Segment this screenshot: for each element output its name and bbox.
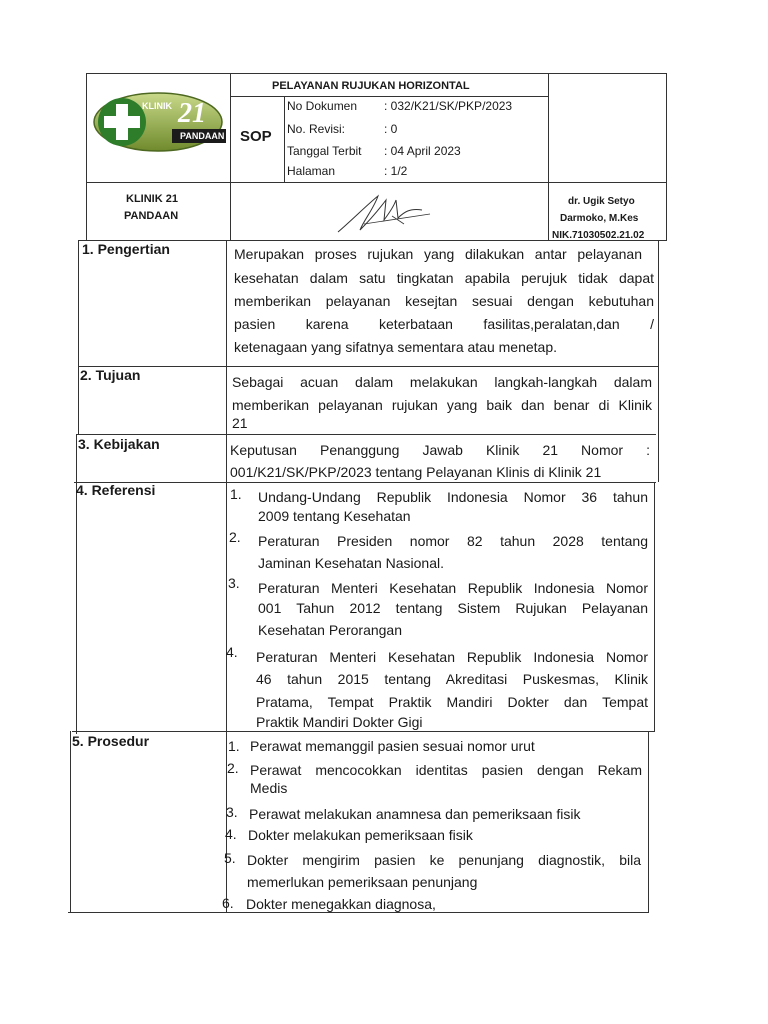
pengertian-line: kesehatan dalam satu tingkatan apabila perujuk tidak dapat	[234, 270, 654, 286]
pengertian-line: memberikan pelayanan kesejtan sesuai dengan kebutuhan	[234, 293, 654, 309]
signer-name-continued: Darmoko, M.Kes	[560, 213, 639, 224]
list-item-line: Peraturan Presiden nomor 82 tahun 2028 tentang	[258, 533, 648, 549]
list-item-line: Dokter menegakkan diagnosa,	[246, 896, 436, 912]
list-number: 2.	[229, 529, 241, 545]
signer-name: dr. Ugik Setyo	[568, 196, 635, 207]
tujuan-line: Sebagai acuan dalam melakukan langkah-langkah dalam	[232, 374, 652, 390]
list-number: 2.	[227, 760, 239, 776]
clinic-logo	[92, 92, 226, 154]
pengertian-line: pasien karena keterbataan fasilitas,peralatan,dan /	[234, 316, 654, 332]
signature-image	[334, 190, 436, 238]
list-number: 4.	[226, 644, 238, 660]
field-label: No Dokumen	[287, 99, 358, 113]
clinic-name-line2: PANDAAN	[124, 210, 179, 222]
document-title: PELAYANAN RUJUKAN HORIZONTAL	[272, 80, 470, 92]
list-number: 6.	[222, 895, 234, 911]
pengertian-line: ketenagaan yang sifatnya sementara atau menetap.	[234, 339, 557, 355]
field-value: : 032/K21/SK/PKP/2023	[384, 99, 513, 113]
list-number: 3.	[226, 804, 238, 820]
kebijakan-line: Keputusan Penanggung Jawab Klinik 21 Nomor :	[230, 442, 650, 458]
list-item-line: Jaminan Kesehatan Nasional.	[258, 555, 445, 571]
logo-number: 21	[178, 98, 206, 129]
list-number: 3.	[228, 575, 240, 591]
tujuan-line: 21	[232, 415, 248, 431]
list-item-line: 001 Tahun 2012 tentang Sistem Rujukan Pelayanan	[258, 600, 648, 616]
field-label: No. Revisi:	[287, 122, 346, 136]
list-item-line: 2009 tentang Kesehatan	[258, 508, 411, 524]
list-item-line: Peraturan Menteri Kesehatan Republik Indonesia Nomor	[256, 649, 648, 665]
list-item-line: Perawat memanggil pasien sesuai nomor urut	[250, 738, 535, 754]
section-label-pengertian: 1. Pengertian	[82, 241, 170, 257]
kebijakan-line: 001/K21/SK/PKP/2023 tentang Pelayanan Klinis di Klinik 21	[230, 464, 602, 480]
logo-brand-top: KLINIK	[142, 101, 172, 111]
list-item-line: Perawat mencocokkan identitas pasien dengan Rekam	[250, 762, 642, 778]
list-number: 1.	[230, 486, 242, 502]
list-item-line: Kesehatan Perorangan	[258, 622, 402, 638]
list-number: 1.	[228, 738, 240, 754]
medical-cross-icon	[96, 96, 148, 148]
clinic-name-line1: KLINIK 21	[126, 193, 178, 205]
pengertian-line: Merupakan proses rujukan yang dilakukan antar pelayanan	[234, 246, 642, 262]
list-item-line: Pratama, Tempat Praktik Mandiri Dokter dan Tempat	[256, 694, 648, 710]
sop-label: SOP	[240, 128, 272, 145]
list-number: 5.	[224, 850, 236, 866]
field-label: Tanggal Terbit	[287, 144, 362, 158]
list-item-line: Peraturan Menteri Kesehatan Republik Indonesia Nomor	[258, 580, 648, 596]
signer-nik: NIK.71030502.21.02	[552, 230, 645, 241]
list-item-line: memerlukan pemeriksaan penunjang	[247, 874, 478, 890]
logo-brand-bottom: PANDAAN	[180, 131, 225, 141]
section-label-referensi: 4. Referensi	[76, 482, 156, 498]
tujuan-line: memberikan pelayanan rujukan yang baik dan benar di Klinik	[232, 397, 652, 413]
section-label-prosedur: 5. Prosedur	[72, 733, 150, 749]
field-value: : 0	[384, 122, 398, 136]
list-number: 4.	[225, 826, 237, 842]
list-item-line: Dokter melakukan pemeriksaan fisik	[248, 827, 473, 843]
list-item-line: Perawat melakukan anamnesa dan pemeriksaan fisik	[249, 806, 581, 822]
field-value: : 1/2	[384, 164, 408, 178]
field-label: Halaman	[287, 164, 336, 178]
list-item-line: Praktik Mandiri Dokter Gigi	[256, 714, 423, 730]
field-value: : 04 April 2023	[384, 144, 461, 158]
list-item-line: 46 tahun 2015 tentang Akreditasi Puskesmas, Klinik	[256, 671, 648, 687]
list-item-line: Dokter mengirim pasien ke penunjang diagnostik, bila	[247, 852, 641, 868]
section-label-kebijakan: 3. Kebijakan	[78, 436, 160, 452]
list-item-line: Undang-Undang Republik Indonesia Nomor 36 tahun	[258, 489, 648, 505]
list-item-line: Medis	[250, 780, 288, 796]
section-label-tujuan: 2. Tujuan	[80, 367, 141, 383]
